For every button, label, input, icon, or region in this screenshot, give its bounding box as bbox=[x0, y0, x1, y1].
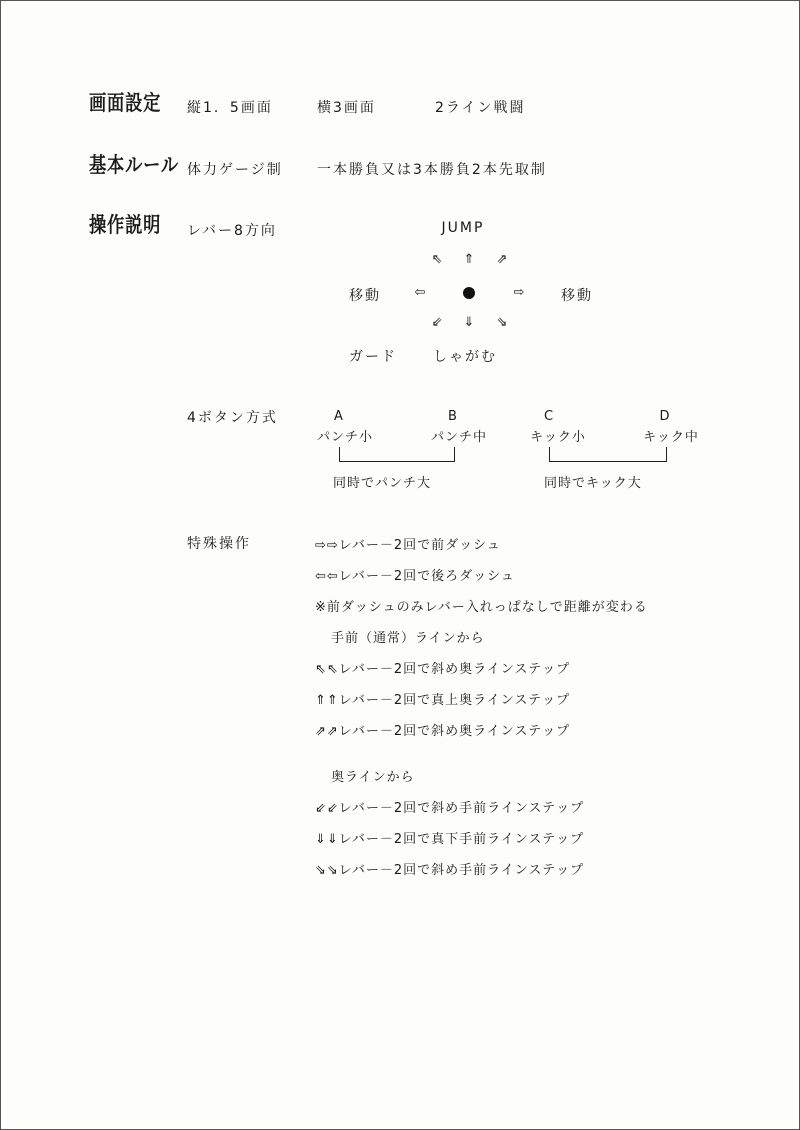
special-dash-note: ※前ダッシュのみレバー入れっぱなしで距離が変わる bbox=[315, 600, 648, 615]
button-c-label: キック小 bbox=[530, 430, 586, 445]
screen-setting-two-line: 2ライン戦闘 bbox=[435, 100, 526, 116]
punch-combo-label: 同時でパンチ大 bbox=[333, 476, 432, 491]
button-a-label: パンチ小 bbox=[316, 430, 374, 445]
rule-match-format: 一本勝負又は3本勝負2本先取制 bbox=[317, 162, 547, 178]
arrow-down-right-icon: ⇘ bbox=[496, 315, 508, 330]
screen-setting-horizontal: 横3画面 bbox=[317, 100, 376, 116]
arrow-down-icon: ⇓ bbox=[463, 315, 475, 330]
kick-combo-label: 同時でキック大 bbox=[544, 476, 642, 491]
front-line-step-up: ⇑⇑レバー－2回で真上奥ラインステップ bbox=[315, 693, 571, 708]
lever-neutral-dot-icon bbox=[463, 287, 475, 299]
arrow-up-right-icon: ⇗ bbox=[496, 252, 508, 267]
controls-heading: 操作説明 bbox=[89, 213, 162, 237]
punch-combo-bracket bbox=[339, 447, 455, 462]
move-right-label: 移動 bbox=[561, 288, 593, 304]
button-d-letter: D bbox=[659, 409, 671, 424]
arrow-down-left-icon: ⇙ bbox=[431, 315, 443, 330]
back-line-step-down-right: ⇘⇘レバー－2回で斜め手前ラインステップ bbox=[315, 863, 585, 878]
back-line-step-down: ⇓⇓レバー－2回で真下手前ラインステップ bbox=[315, 832, 585, 847]
rule-health-gauge: 体力ゲージ制 bbox=[187, 162, 283, 178]
special-forward-dash: ⇨⇨レバー－2回で前ダッシュ bbox=[315, 538, 501, 553]
button-d-label: キック中 bbox=[643, 430, 699, 445]
guard-label: ガード bbox=[349, 349, 397, 365]
front-line-step-up-left: ⇖⇖レバー－2回で斜め奥ラインステップ bbox=[315, 662, 571, 677]
screen-settings-heading: 画面設定 bbox=[89, 91, 162, 115]
back-line-heading: 奥ラインから bbox=[331, 770, 415, 785]
jump-label: JUMP bbox=[441, 220, 485, 236]
basic-rules-heading: 基本ルール bbox=[89, 153, 179, 177]
lever-directions-label: レバー8方向 bbox=[187, 223, 277, 239]
move-left-label: 移動 bbox=[349, 288, 381, 304]
button-b-label: パンチ中 bbox=[430, 430, 488, 445]
button-b-letter: B bbox=[448, 409, 458, 424]
arrow-left-icon: ⇦ bbox=[414, 285, 426, 300]
crouch-label: しゃがむ bbox=[433, 349, 497, 365]
button-a-letter: A bbox=[334, 409, 344, 424]
four-button-label: 4ボタン方式 bbox=[187, 410, 278, 426]
special-controls-label: 特殊操作 bbox=[187, 536, 251, 552]
screen-setting-vertical: 縦1．5画面 bbox=[187, 100, 273, 116]
front-line-heading: 手前（通常）ラインから bbox=[331, 631, 485, 646]
back-line-step-down-left: ⇙⇙レバー－2回で斜め手前ラインステップ bbox=[315, 801, 585, 816]
arrow-right-icon: ⇨ bbox=[513, 285, 525, 300]
arrow-up-icon: ⇑ bbox=[463, 252, 475, 267]
arrow-up-left-icon: ⇖ bbox=[431, 252, 443, 267]
special-back-dash: ⇦⇦レバー－2回で後ろダッシュ bbox=[315, 569, 515, 584]
button-c-letter: C bbox=[543, 409, 555, 424]
kick-combo-bracket bbox=[549, 447, 667, 462]
front-line-step-up-right: ⇗⇗レバー－2回で斜め奥ラインステップ bbox=[315, 724, 571, 739]
